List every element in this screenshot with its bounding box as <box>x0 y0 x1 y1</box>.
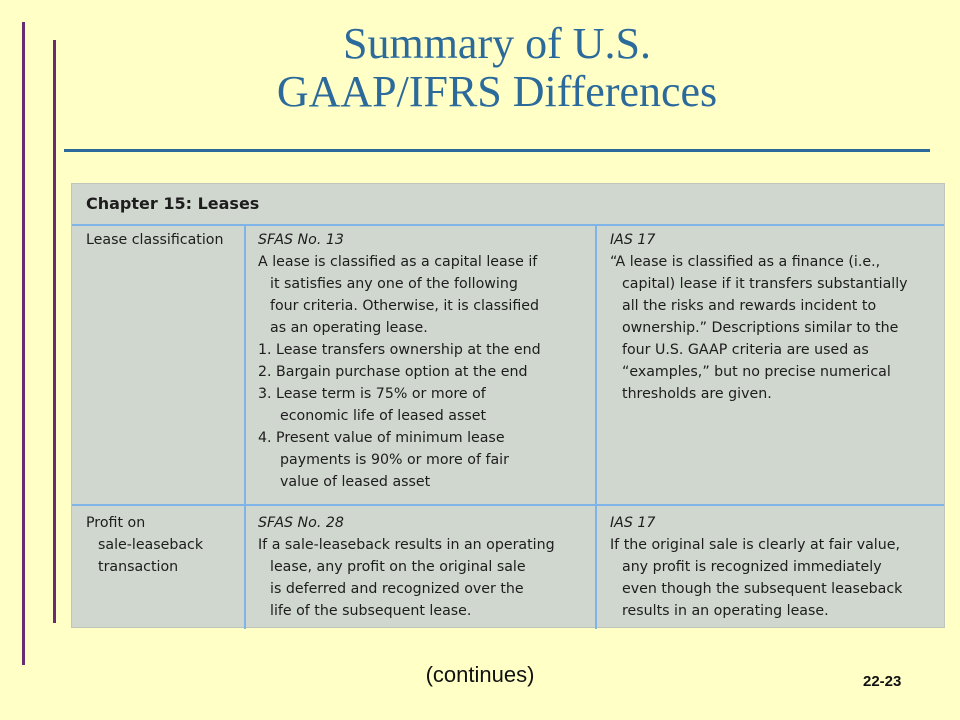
row-2-gaap-standard: SFAS No. 28 <box>258 515 344 531</box>
row-2-gaap-line: is deferred and recognized over the <box>270 581 524 597</box>
row-2-gaap-line: life of the subsequent lease. <box>270 603 472 619</box>
row-1-gaap-criterion: 3. Lease term is 75% or more of <box>258 386 486 402</box>
row-1-topic-line: Lease classification <box>86 232 224 248</box>
row-2-topic-line: transaction <box>98 559 179 575</box>
row-2-gaap-line: If a sale-leaseback results in an operating <box>258 537 555 553</box>
decorative-vertical-line-outer <box>22 22 25 665</box>
row-1-ifrs-cell <box>610 229 940 405</box>
slide-title <box>64 20 930 116</box>
row-1-gaap-cell <box>258 229 588 493</box>
table-header-divider <box>72 224 944 226</box>
row-1-topic <box>86 229 236 251</box>
table-header: Chapter 15: Leases <box>86 194 260 213</box>
row-1-gaap-line: A lease is classified as a capital lease if <box>258 254 538 270</box>
row-1-gaap-line: as an operating lease. <box>270 320 428 336</box>
row-2-topic-line: Profit on <box>86 515 146 531</box>
continues-note: (continues) <box>425 662 535 687</box>
row-2-topic-line: sale-leaseback <box>98 537 204 553</box>
row-1-gaap-line: four criteria. Otherwise, it is classified <box>270 298 540 314</box>
row-1-ifrs-line: “A lease is classified as a finance (i.e., <box>610 254 881 270</box>
row-2-gaap-cell <box>258 512 588 622</box>
page-number: 22-23 <box>863 673 902 690</box>
row-2-ifrs-line: If the original sale is clearly at fair value, <box>610 537 900 553</box>
row-2-ifrs-cell <box>610 512 940 622</box>
differences-table <box>71 183 945 628</box>
row-divider <box>72 504 944 506</box>
row-1-gaap-standard: SFAS No. 13 <box>258 232 344 248</box>
row-1-gaap-criterion-cont: economic life of leased asset <box>280 408 487 424</box>
row-1-ifrs-line: all the risks and rewards incident to <box>622 298 877 314</box>
row-1-ifrs-line: ownership.” Descriptions similar to the <box>622 320 899 336</box>
row-1-gaap-criterion-cont: payments is 90% or more of fair <box>280 452 509 468</box>
row-2-topic <box>86 512 236 578</box>
row-1-gaap-criterion: 4. Present value of minimum lease <box>258 430 505 446</box>
row-1-ifrs-line: capital) lease if it transfers substantially <box>622 276 908 292</box>
slide-title-line-2: GAAP/IFRS Differences <box>276 67 718 116</box>
row-1-ifrs-line: “examples,” but no precise numerical <box>622 364 891 380</box>
row-2-ifrs-line: results in an operating lease. <box>622 603 829 619</box>
column-divider-2 <box>595 226 597 629</box>
title-underline <box>64 149 930 152</box>
slide-title-line-1: Summary of U.S. <box>343 19 651 68</box>
row-2-ifrs-standard: IAS 17 <box>610 515 656 531</box>
row-2-gaap-line: lease, any profit on the original sale <box>270 559 526 575</box>
row-1-gaap-criterion: 1. Lease transfers ownership at the end <box>258 342 541 358</box>
row-1-gaap-line: it satisfies any one of the following <box>270 276 518 292</box>
column-divider-1 <box>244 226 246 629</box>
row-1-gaap-criterion: 2. Bargain purchase option at the end <box>258 364 528 380</box>
row-1-ifrs-standard: IAS 17 <box>610 232 656 248</box>
row-2-ifrs-line: any profit is recognized immediately <box>622 559 882 575</box>
row-1-gaap-criterion-cont: value of leased asset <box>280 474 431 490</box>
row-2-ifrs-line: even though the subsequent leaseback <box>622 581 903 597</box>
decorative-vertical-line-inner <box>53 40 56 623</box>
row-1-ifrs-line: thresholds are given. <box>622 386 772 402</box>
row-1-ifrs-line: four U.S. GAAP criteria are used as <box>622 342 869 358</box>
